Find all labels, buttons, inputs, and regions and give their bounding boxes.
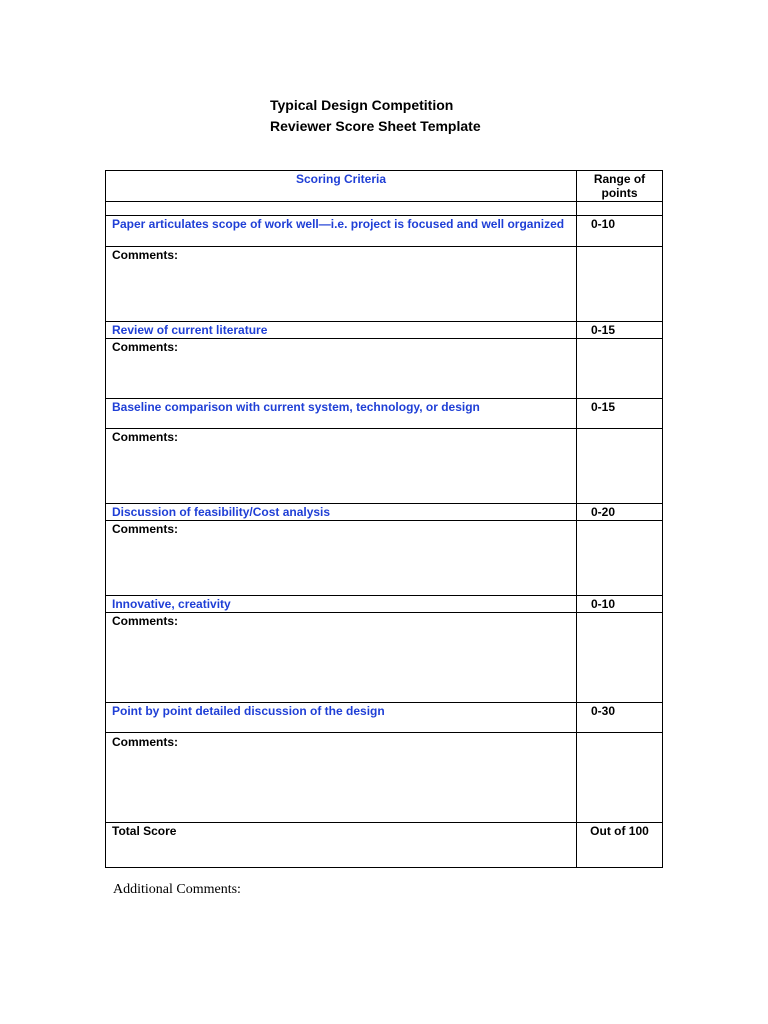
comments-row	[106, 247, 663, 322]
document-title	[270, 95, 481, 137]
title-line-2: Reviewer Score Sheet Template	[270, 118, 481, 134]
comments-field[interactable]	[106, 429, 577, 504]
comments-field[interactable]	[106, 521, 577, 596]
score-field[interactable]	[577, 733, 663, 823]
score-field[interactable]	[577, 339, 663, 399]
criterion-range: 0-20	[577, 504, 663, 521]
comments-field[interactable]	[106, 733, 577, 823]
table-row	[106, 399, 663, 429]
title-line-1: Typical Design Competition	[270, 97, 454, 113]
comments-field[interactable]	[106, 247, 577, 322]
comments-field[interactable]	[106, 613, 577, 703]
comments-label: Comments:	[112, 340, 179, 354]
total-row	[106, 823, 663, 868]
criterion-label: Innovative, creativity	[106, 596, 577, 613]
score-field[interactable]	[577, 521, 663, 596]
score-field[interactable]	[577, 429, 663, 504]
comments-row	[106, 339, 663, 399]
criterion-range: 0-30	[577, 703, 663, 733]
header-range-of-points: Range of points	[577, 171, 663, 202]
table-row	[106, 703, 663, 733]
comments-label: Comments:	[112, 614, 179, 628]
comments-label: Comments:	[112, 248, 179, 262]
score-field[interactable]	[577, 247, 663, 322]
criterion-label: Point by point detailed discussion of the design	[106, 703, 577, 733]
total-score-value: Out of 100	[577, 823, 663, 868]
table-row	[106, 504, 663, 521]
table-row	[106, 322, 663, 339]
comments-row	[106, 733, 663, 823]
table-header-row	[106, 171, 663, 202]
criterion-label: Discussion of feasibility/Cost analysis	[106, 504, 577, 521]
total-score-label: Total Score	[106, 823, 577, 868]
comments-row	[106, 521, 663, 596]
table-row	[106, 596, 663, 613]
table-row	[106, 216, 663, 247]
criterion-label: Baseline comparison with current system, technology, or design	[106, 399, 577, 429]
comments-field[interactable]	[106, 339, 577, 399]
comments-label: Comments:	[112, 430, 179, 444]
criterion-range: 0-10	[577, 596, 663, 613]
comments-row	[106, 613, 663, 703]
spacer-row	[106, 202, 663, 216]
additional-comments-label: Additional Comments:	[113, 882, 241, 897]
score-table	[105, 170, 663, 868]
score-field[interactable]	[577, 613, 663, 703]
comments-label: Comments:	[112, 735, 179, 749]
criterion-range: 0-15	[577, 399, 663, 429]
comments-row	[106, 429, 663, 504]
header-scoring-criteria: Scoring Criteria	[106, 171, 577, 202]
criterion-range: 0-10	[577, 216, 663, 247]
criterion-range: 0-15	[577, 322, 663, 339]
criterion-label: Paper articulates scope of work well—i.e. project is focused and well organized	[106, 216, 577, 247]
criterion-label: Review of current literature	[106, 322, 577, 339]
comments-label: Comments:	[112, 522, 179, 536]
